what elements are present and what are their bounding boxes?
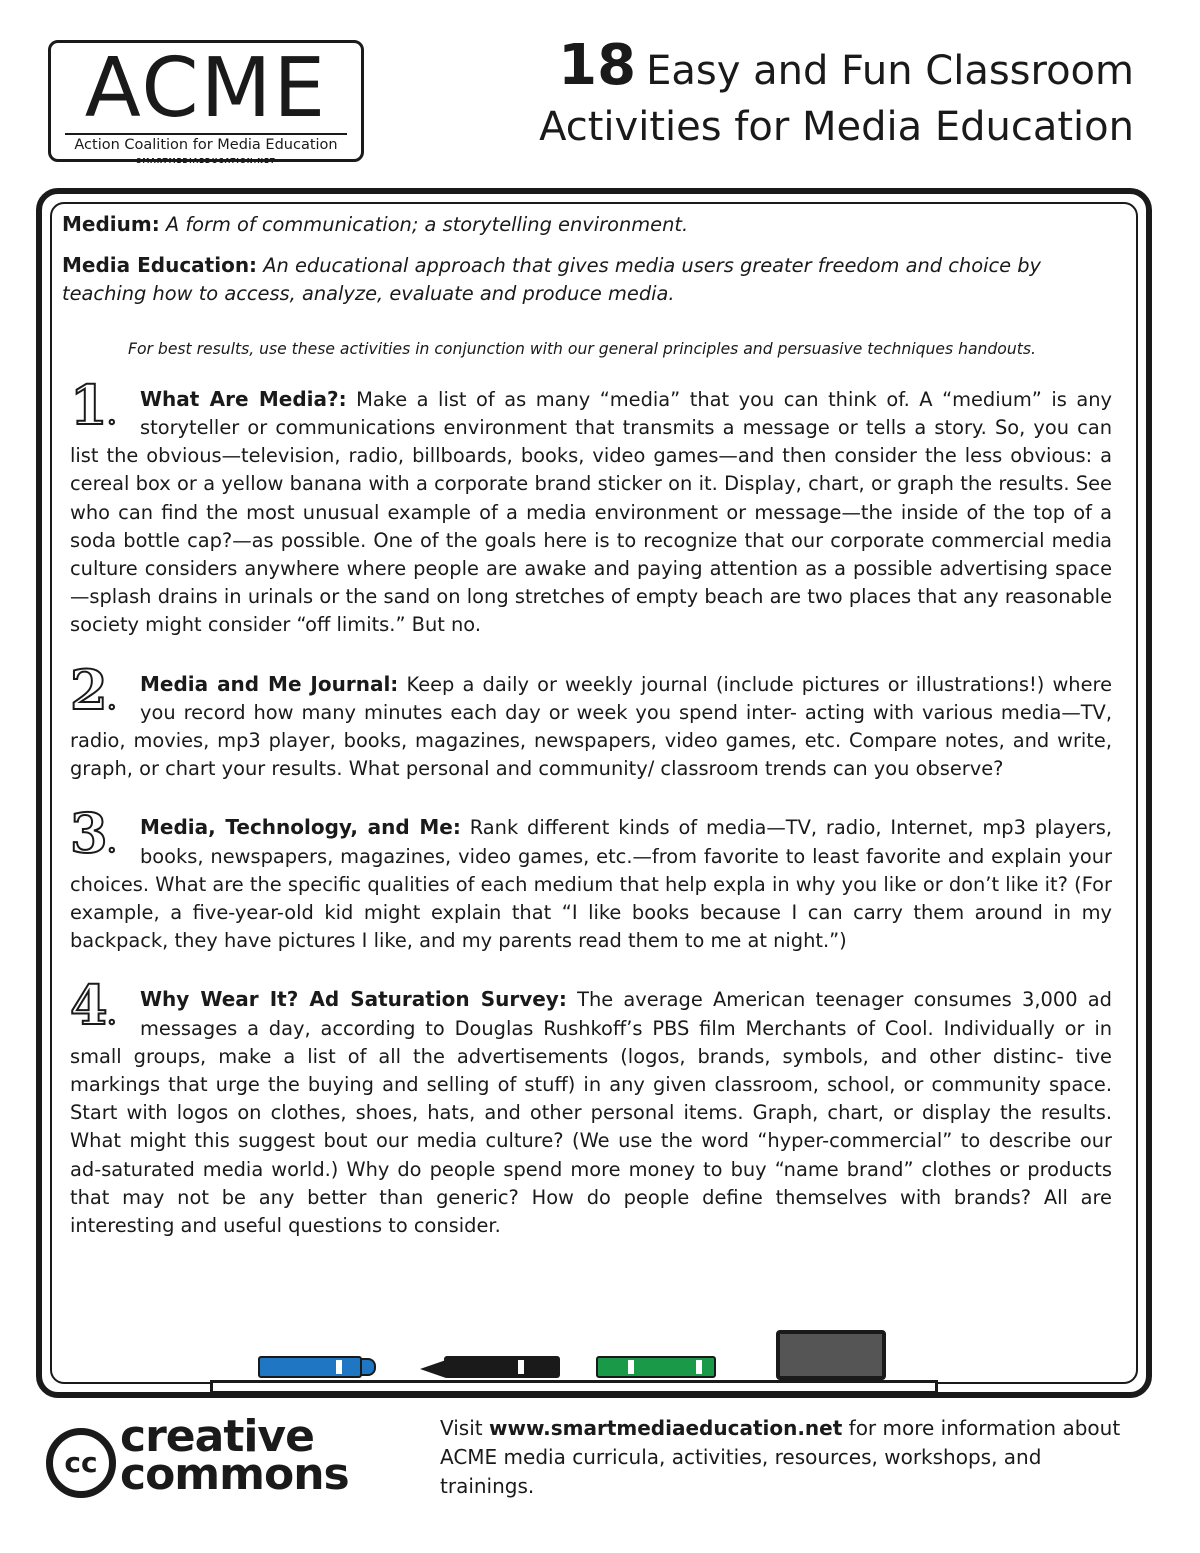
blue-marker-icon (258, 1356, 362, 1378)
logo-url: SMARTMEDIAEDUCATION.NET (136, 157, 276, 165)
footer-rest: for more information about ACME media curricula, activities, resources, workshops, and trainings. (440, 1416, 1121, 1498)
logo-divider (65, 133, 347, 135)
logo-text: ACME (84, 41, 328, 136)
activity-title: Media and Me Journal: (140, 671, 399, 696)
title-number: 18 (558, 33, 637, 98)
logo-subtitle: Action Coalition for Media Education (74, 137, 338, 153)
activity-title: Why Wear It? Ad Saturation Survey: (140, 987, 567, 1012)
activity-text: The average American teenager consumes 3,000 ad messages a day, according to Douglas Rushkoff’s PBS film Merchants of Cool. Individually or in small groups, make a list of all the advertisements (logos, brands, symbols, and other distinc- tive markings that urge the buying and selling of stuff) in any given classroom, school, or community space. Start with logos on clothes, shoes, hats, and other personal items. Graph, chart, or display the results. What might this suggest bout our media culture? (We use the word “hyper-commercial” to describe our ad-saturated media world.) Why do people spend more money to buy “name brand” clothes or products that may not be any better than generic? How do people define themselves with brands? All are interesting and useful questions to consider. (70, 988, 1112, 1238)
eraser-icon (776, 1330, 886, 1380)
acme-logo (48, 40, 364, 162)
black-marker-icon (444, 1356, 560, 1378)
media-ed-term: Media Education: (62, 253, 258, 278)
activity-4 (70, 973, 1112, 1240)
title-line2: Activities for Media Education (539, 104, 1134, 150)
title-line1: Easy and Fun Classroom (646, 48, 1134, 94)
definition-media-education (62, 251, 1122, 308)
black-marker-tip-icon (420, 1360, 446, 1378)
footer-url-link[interactable]: www.smartmediaeducation.net (488, 1416, 843, 1440)
board-content (62, 210, 1122, 1270)
activity-1 (70, 372, 1112, 640)
activity-title: What Are Media?: (140, 386, 347, 411)
activity-2 (70, 657, 1112, 784)
activity-number: 4. (70, 973, 116, 1038)
activity-title: Media, Technology, and Me: (140, 815, 461, 840)
medium-term: Medium: (62, 212, 160, 236)
activity-number: 2. (70, 657, 116, 722)
green-marker-stripe (628, 1360, 634, 1374)
activity-number: 3. (70, 801, 116, 866)
green-marker-stripe (696, 1360, 702, 1374)
page-title (539, 33, 1134, 155)
cc-wordmark: creative commons (120, 1411, 349, 1500)
activity-text: Keep a daily or weekly journal (include pictures or illustrations!) where you record how many minutes each day or week you spend inter- acting with various media—TV, radio, movies, mp3 player, books, magazines, newspapers, video games, etc. Compare notes, and write, graph, or chart your results. What personal and community/ classroom trends can you observe? (70, 672, 1112, 781)
whiteboard-tray (210, 1380, 938, 1394)
definition-medium (62, 210, 1122, 239)
medium-text: A form of communication; a storytelling environment. (165, 213, 689, 236)
footer-visit: Visit (440, 1416, 483, 1440)
usage-note: For best results, use these activities in conjunction with our general principles and persuasive techniques handouts. (128, 339, 1036, 358)
cc-icon: cc (46, 1428, 116, 1498)
blue-marker-stripe (336, 1360, 342, 1374)
activity-text: Rank different kinds of media—TV, radio, Internet, mp3 players, books, newspapers, magazines, video games, etc.—from favorite to least favorite and explain your choices. What are the specific qualities of each medium that help expla in why you like or don’t like it? (For example, a five-year-old kid might explain that “I like books because I can carry them around in my backpack, they have pictures I like, and my parents read them to me at night.”) (70, 816, 1112, 953)
activity-3 (70, 801, 1112, 955)
black-marker-stripe (518, 1360, 524, 1374)
media-ed-text: An educational approach that gives media users greater freedom and choice by teaching how to access, analyze, evaluate and produce media. (62, 254, 1041, 306)
activity-text: Make a list of as many “media” that you can think of. A “medium” is any storyteller or communications environment that transmits a message or tells a story. So, you can list the obvious—television, radio, billboards, books, video games—and then consider the less obvious: a cereal box or a yellow banana with a corporate brand sticker on it. Display, chart, or graph the results. See who can find the most unusual example of a media environment or message—the inside of the top of a soda bottle cap?—as possible. One of the goals here is to recognize that our corporate commercial media culture considers anywhere where people are awake and paying attention as a possible advertising space—splash drains in urinals or the sand on long stretches of empty beach are two places that any reasonable society might consider “off limits.” But no. (70, 387, 1112, 637)
activity-number: 1. (70, 372, 116, 437)
blue-marker-cap-icon (360, 1358, 376, 1376)
footer-info (440, 1414, 1140, 1501)
creative-commons-logo (46, 1411, 386, 1510)
